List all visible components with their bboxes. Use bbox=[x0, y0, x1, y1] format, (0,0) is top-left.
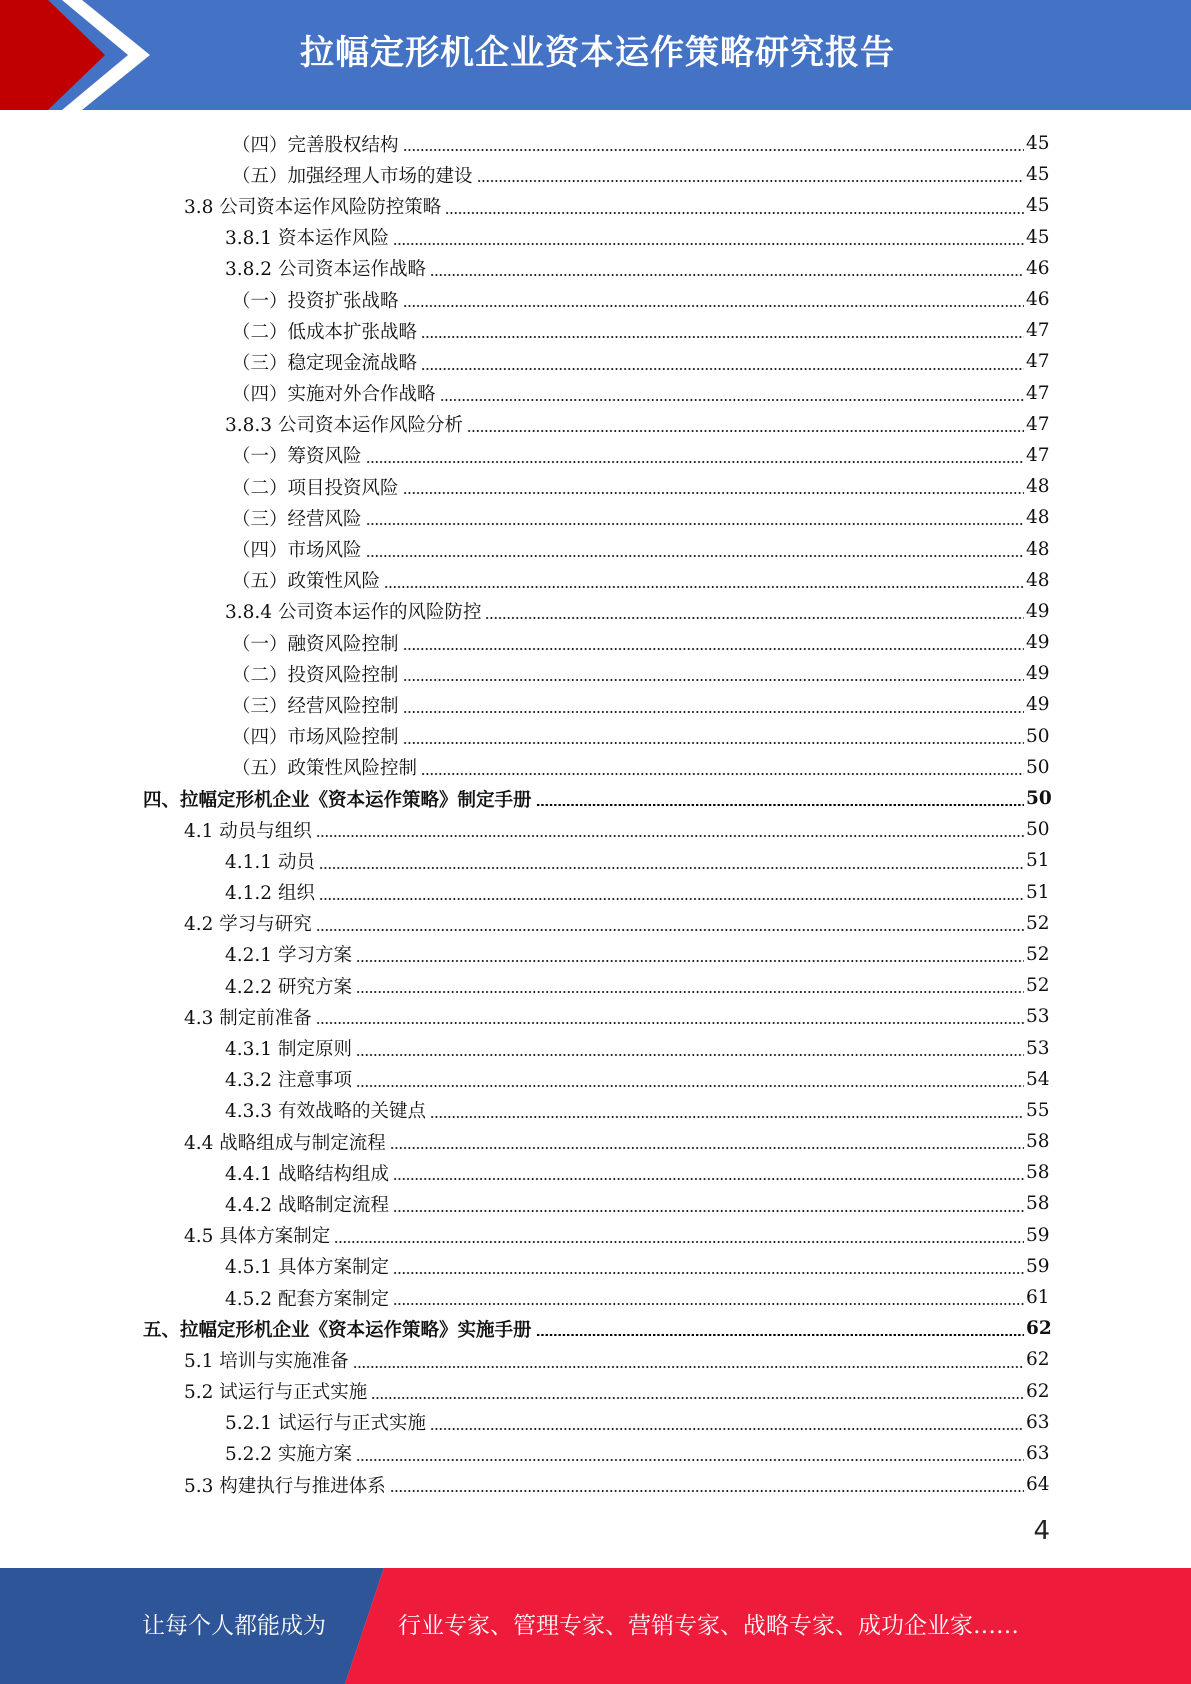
toc-entry-page: 46 bbox=[1026, 257, 1050, 279]
footer-slogan-left: 让每个人都能成为 bbox=[142, 1613, 326, 1639]
page-footer bbox=[0, 1568, 1191, 1684]
table-of-contents bbox=[0, 128, 1191, 1500]
toc-entry-label: 4.5.2 配套方案制定 bbox=[225, 1288, 389, 1310]
toc-entry-page: 45 bbox=[1026, 164, 1050, 186]
toc-entry-page: 62 bbox=[1026, 1349, 1050, 1371]
toc-entry-page: 47 bbox=[1026, 382, 1050, 404]
toc-entry[interactable] bbox=[232, 159, 1048, 190]
toc-entry-label: （一）筹资风险 bbox=[232, 446, 362, 468]
toc-entry-page: 52 bbox=[1026, 943, 1050, 965]
toc-dot-leader bbox=[485, 617, 1024, 619]
toc-entry-label: （二）低成本扩张战略 bbox=[232, 321, 418, 343]
toc-entry[interactable] bbox=[225, 1032, 1048, 1063]
toc-entry-page: 50 bbox=[1026, 725, 1050, 747]
toc-entry[interactable] bbox=[225, 939, 1048, 970]
toc-entry[interactable] bbox=[225, 877, 1048, 908]
toc-entry[interactable] bbox=[225, 596, 1048, 627]
toc-entry-label: 4.3.2 注意事项 bbox=[225, 1070, 352, 1092]
toc-entry-label: （三）经营风险控制 bbox=[232, 695, 399, 717]
toc-entry-page: 64 bbox=[1026, 1474, 1050, 1496]
toc-entry-page: 52 bbox=[1026, 912, 1050, 934]
toc-entry-page: 59 bbox=[1026, 1255, 1050, 1277]
toc-entry[interactable] bbox=[225, 1188, 1048, 1219]
toc-entry-label: （二）项目投资风险 bbox=[232, 477, 399, 499]
toc-dot-leader bbox=[536, 1334, 1024, 1336]
toc-dot-leader bbox=[384, 586, 1024, 588]
toc-entry[interactable] bbox=[225, 1095, 1048, 1126]
toc-entry-label: 5.1 培训与实施准备 bbox=[184, 1350, 349, 1372]
toc-entry-page: 47 bbox=[1026, 444, 1050, 466]
toc-entry-page: 52 bbox=[1026, 975, 1050, 997]
toc-entry-page: 48 bbox=[1026, 569, 1050, 591]
toc-dot-leader bbox=[403, 742, 1024, 744]
page-header bbox=[0, 0, 1191, 110]
toc-dot-leader bbox=[393, 1210, 1024, 1212]
toc-dot-leader bbox=[390, 1490, 1024, 1492]
toc-entry[interactable] bbox=[232, 346, 1048, 377]
toc-entry-label: （一）投资扩张战略 bbox=[232, 290, 399, 312]
toc-entry-page: 51 bbox=[1026, 881, 1050, 903]
toc-entry-label: 3.8.1 资本运作风险 bbox=[225, 228, 389, 250]
toc-dot-leader bbox=[445, 212, 1024, 214]
toc-entry[interactable] bbox=[225, 1157, 1048, 1188]
toc-entry-label: 5.2.1 试运行与正式实施 bbox=[225, 1413, 426, 1435]
toc-entry[interactable] bbox=[232, 721, 1048, 752]
toc-entry-label: 4.4.2 战略制定流程 bbox=[225, 1194, 389, 1216]
toc-entry-label: 3.8.4 公司资本运作的风险防控 bbox=[225, 602, 482, 624]
toc-entry-page: 53 bbox=[1026, 1006, 1050, 1028]
toc-dot-leader bbox=[390, 1147, 1024, 1149]
toc-entry[interactable] bbox=[143, 1313, 1052, 1344]
toc-dot-leader bbox=[316, 929, 1024, 931]
toc-dot-leader bbox=[319, 867, 1024, 869]
toc-entry[interactable] bbox=[232, 533, 1048, 564]
toc-entry[interactable] bbox=[225, 222, 1048, 253]
toc-entry[interactable] bbox=[232, 315, 1048, 346]
toc-entry[interactable] bbox=[184, 908, 1048, 939]
toc-entry[interactable] bbox=[184, 1001, 1048, 1032]
toc-entry-label: 4.2.2 研究方案 bbox=[225, 976, 352, 998]
toc-dot-leader bbox=[356, 991, 1024, 993]
toc-entry-page: 48 bbox=[1026, 507, 1050, 529]
toc-entry-page: 46 bbox=[1026, 289, 1050, 311]
toc-entry-label: 五、拉幅定形机企业《资本运作策略》实施手册 bbox=[143, 1319, 532, 1341]
toc-entry-label: 5.2.2 实施方案 bbox=[225, 1444, 352, 1466]
toc-entry-label: 5.3 构建执行与推进体系 bbox=[184, 1475, 386, 1497]
toc-entry-page: 45 bbox=[1026, 133, 1050, 155]
toc-dot-leader bbox=[316, 1022, 1024, 1024]
header-chevron-logo bbox=[0, 0, 160, 110]
toc-entry[interactable] bbox=[225, 970, 1048, 1001]
toc-entry-label: （四）完善股权结构 bbox=[232, 134, 399, 156]
toc-entry-label: 3.8.2 公司资本运作战略 bbox=[225, 259, 426, 281]
toc-entry-label: 3.8 公司资本运作风险防控策略 bbox=[184, 196, 442, 218]
toc-entry[interactable] bbox=[143, 783, 1052, 814]
toc-entry-label: （五）政策性风险控制 bbox=[232, 758, 418, 780]
toc-entry-page: 49 bbox=[1026, 600, 1050, 622]
toc-entry-page: 63 bbox=[1026, 1442, 1050, 1464]
toc-entry-page: 48 bbox=[1026, 476, 1050, 498]
toc-dot-leader bbox=[356, 1054, 1024, 1056]
toc-entry-label: （四）市场风险 bbox=[232, 540, 362, 562]
toc-entry-page: 59 bbox=[1026, 1224, 1050, 1246]
toc-entry[interactable] bbox=[232, 627, 1048, 658]
toc-entry-label: （五）加强经理人市场的建设 bbox=[232, 165, 473, 187]
toc-entry-label: 4.1 动员与组织 bbox=[184, 820, 312, 842]
toc-dot-leader bbox=[403, 648, 1024, 650]
toc-dot-leader bbox=[477, 180, 1024, 182]
toc-entry[interactable] bbox=[232, 128, 1048, 159]
toc-dot-leader bbox=[430, 274, 1024, 276]
toc-dot-leader bbox=[403, 679, 1024, 681]
toc-entry-label: 4.1.2 组织 bbox=[225, 883, 315, 905]
toc-dot-leader bbox=[393, 1303, 1024, 1305]
toc-entry-page: 62 bbox=[1026, 1380, 1050, 1402]
toc-entry[interactable] bbox=[232, 471, 1048, 502]
toc-entry-page: 58 bbox=[1026, 1193, 1050, 1215]
toc-entry-page: 61 bbox=[1026, 1287, 1050, 1309]
toc-entry-page: 51 bbox=[1026, 850, 1050, 872]
toc-entry-label: 4.5 具体方案制定 bbox=[184, 1226, 331, 1248]
toc-entry-page: 45 bbox=[1026, 195, 1050, 217]
toc-dot-leader bbox=[393, 1178, 1024, 1180]
toc-entry[interactable] bbox=[184, 1469, 1048, 1500]
toc-entry[interactable] bbox=[232, 502, 1048, 533]
toc-dot-leader bbox=[366, 523, 1024, 525]
toc-dot-leader bbox=[430, 1428, 1024, 1430]
toc-dot-leader bbox=[356, 1459, 1024, 1461]
toc-entry-label: 4.3.1 制定原则 bbox=[225, 1039, 352, 1061]
toc-entry-page: 63 bbox=[1026, 1411, 1050, 1433]
toc-dot-leader bbox=[356, 1085, 1024, 1087]
toc-entry[interactable] bbox=[184, 814, 1048, 845]
toc-entry-page: 55 bbox=[1026, 1099, 1050, 1121]
toc-entry-label: 4.5.1 具体方案制定 bbox=[225, 1257, 389, 1279]
toc-dot-leader bbox=[366, 555, 1024, 557]
toc-entry-page: 58 bbox=[1026, 1162, 1050, 1184]
toc-entry[interactable] bbox=[232, 284, 1048, 315]
toc-entry[interactable] bbox=[232, 689, 1048, 720]
toc-entry-page: 62 bbox=[1026, 1318, 1052, 1340]
toc-entry-label: 4.3.3 有效战略的关键点 bbox=[225, 1101, 426, 1123]
toc-entry-label: （四）实施对外合作战略 bbox=[232, 384, 436, 406]
toc-entry[interactable] bbox=[225, 253, 1048, 284]
toc-entry-label: （五）政策性风险 bbox=[232, 571, 381, 593]
toc-dot-leader bbox=[403, 711, 1024, 713]
toc-entry-page: 47 bbox=[1026, 351, 1050, 373]
toc-dot-leader bbox=[334, 1241, 1024, 1243]
toc-dot-leader bbox=[430, 1116, 1024, 1118]
toc-entry[interactable] bbox=[184, 1220, 1048, 1251]
toc-entry-label: 四、拉幅定形机企业《资本运作策略》制定手册 bbox=[143, 789, 532, 811]
toc-dot-leader bbox=[366, 461, 1024, 463]
toc-entry[interactable] bbox=[225, 845, 1048, 876]
toc-entry-page: 47 bbox=[1026, 320, 1050, 342]
toc-entry[interactable] bbox=[184, 1344, 1048, 1375]
toc-dot-leader bbox=[421, 368, 1024, 370]
toc-entry-label: 4.2 学习与研究 bbox=[184, 914, 312, 936]
toc-entry-label: （四）市场风险控制 bbox=[232, 727, 399, 749]
toc-entry[interactable] bbox=[184, 1126, 1048, 1157]
toc-entry[interactable] bbox=[225, 1438, 1048, 1469]
toc-entry-label: 4.4 战略组成与制定流程 bbox=[184, 1132, 386, 1154]
toc-dot-leader bbox=[440, 399, 1024, 401]
toc-dot-leader bbox=[403, 305, 1024, 307]
toc-dot-leader bbox=[393, 1272, 1024, 1274]
toc-entry-page: 45 bbox=[1026, 226, 1050, 248]
toc-entry-label: 3.8.3 公司资本运作风险分析 bbox=[225, 415, 463, 437]
toc-entry[interactable] bbox=[232, 378, 1048, 409]
toc-dot-leader bbox=[536, 804, 1024, 806]
toc-entry[interactable] bbox=[184, 190, 1048, 221]
toc-dot-leader bbox=[421, 773, 1024, 775]
toc-entry-page: 49 bbox=[1026, 632, 1050, 654]
toc-entry-label: （一）融资风险控制 bbox=[232, 633, 399, 655]
toc-entry-label: 5.2 试运行与正式实施 bbox=[184, 1382, 368, 1404]
toc-entry-page: 54 bbox=[1026, 1068, 1050, 1090]
toc-entry[interactable] bbox=[225, 1251, 1048, 1282]
report-title: 拉幅定形机企业资本运作策略研究报告 bbox=[300, 33, 895, 73]
toc-dot-leader bbox=[403, 149, 1024, 151]
toc-entry[interactable] bbox=[232, 752, 1048, 783]
toc-entry-label: （二）投资风险控制 bbox=[232, 664, 399, 686]
toc-entry[interactable] bbox=[232, 440, 1048, 471]
toc-entry[interactable] bbox=[225, 1282, 1048, 1313]
toc-dot-leader bbox=[316, 835, 1024, 837]
footer-slogan-right: 行业专家、管理专家、营销专家、战略专家、成功企业家…… bbox=[398, 1613, 1019, 1639]
toc-entry-label: 4.1.1 动员 bbox=[225, 851, 315, 873]
toc-entry-page: 49 bbox=[1026, 694, 1050, 716]
toc-dot-leader bbox=[353, 1366, 1024, 1368]
toc-entry[interactable] bbox=[225, 409, 1048, 440]
toc-dot-leader bbox=[371, 1397, 1024, 1399]
toc-entry-page: 50 bbox=[1026, 788, 1052, 810]
toc-entry[interactable] bbox=[225, 1064, 1048, 1095]
toc-dot-leader bbox=[356, 960, 1024, 962]
toc-entry-page: 58 bbox=[1026, 1131, 1050, 1153]
toc-entry[interactable] bbox=[225, 1407, 1048, 1438]
toc-dot-leader bbox=[319, 898, 1024, 900]
toc-dot-leader bbox=[467, 430, 1024, 432]
toc-entry-page: 48 bbox=[1026, 538, 1050, 560]
toc-entry-label: 4.3 制定前准备 bbox=[184, 1007, 312, 1029]
toc-entry-label: （三）经营风险 bbox=[232, 508, 362, 530]
toc-entry[interactable] bbox=[232, 658, 1048, 689]
page-number: 4 bbox=[1033, 1516, 1050, 1546]
toc-entry-label: 4.4.1 战略结构组成 bbox=[225, 1163, 389, 1185]
toc-entry-page: 49 bbox=[1026, 663, 1050, 685]
toc-entry-label: （三）稳定现金流战略 bbox=[232, 352, 418, 374]
toc-dot-leader bbox=[393, 243, 1024, 245]
toc-entry-page: 50 bbox=[1026, 819, 1050, 841]
toc-entry-page: 50 bbox=[1026, 756, 1050, 778]
toc-dot-leader bbox=[403, 492, 1024, 494]
toc-entry-page: 47 bbox=[1026, 413, 1050, 435]
toc-entry[interactable] bbox=[232, 565, 1048, 596]
toc-dot-leader bbox=[421, 336, 1024, 338]
toc-entry[interactable] bbox=[184, 1376, 1048, 1407]
toc-entry-page: 53 bbox=[1026, 1037, 1050, 1059]
toc-entry-label: 4.2.1 学习方案 bbox=[225, 945, 352, 967]
